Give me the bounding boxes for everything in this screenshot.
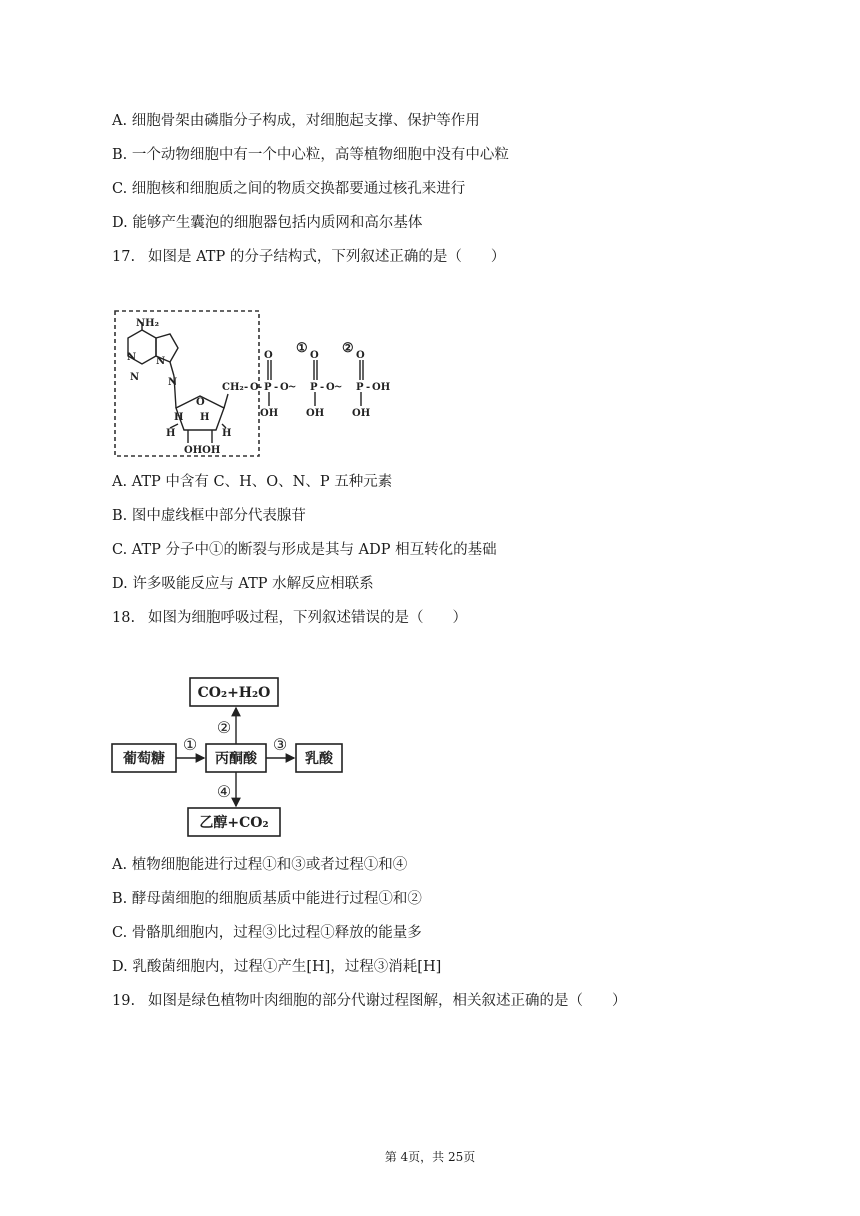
p-gamma-oh-bottom: OH [352, 408, 371, 419]
h-label-4: H [222, 428, 232, 439]
label-lactic-acid: 乳酸 [305, 751, 333, 767]
ch2-label: CH₂ [222, 382, 244, 393]
p-gamma: P [356, 382, 364, 393]
label-pyruvate: 丙酮酸 [215, 751, 257, 767]
q16-option-d: D. 能够产生囊泡的细胞器包括内质网和高尔基体 [112, 215, 423, 231]
step-1-label: ① [182, 735, 198, 754]
h-label-3: H [166, 428, 176, 439]
p-alpha: P [264, 382, 272, 393]
q17-option-a: A. ATP 中含有 C、H、O、N、P 五种元素 [112, 474, 393, 490]
q18-option-a: A. 植物细胞能进行过程①和③或者过程①和④ [112, 857, 408, 873]
ohoh-label: OHOH [184, 445, 221, 456]
n-label-3: N [156, 356, 166, 367]
dash-1: - [244, 382, 249, 393]
q17-number: 17. [112, 249, 136, 265]
nh2-label: NH₂ [136, 318, 159, 329]
q17-stem-text: 如图是 ATP 的分子结构式，下列叙述正确的是（ ） [148, 249, 506, 265]
atp-structure-figure [112, 308, 397, 460]
tilde-2: ~ [334, 382, 343, 393]
q17-option-c: C. ATP 分子中①的断裂与形成是其与 ADP 相互转化的基础 [112, 542, 497, 558]
q18-option-d: D. 乳酸菌细胞内，过程①产生[H]，过程③消耗[H] [112, 959, 442, 975]
n-label-2: N [130, 372, 140, 383]
q17-stem [112, 247, 505, 267]
bond-label-1: ① [296, 341, 308, 356]
q18-number: 18. [112, 610, 136, 626]
q18-option-c: C. 骨骼肌细胞内，过程③比过程①释放的能量多 [112, 925, 422, 941]
tilde-1: ~ [288, 382, 297, 393]
label-glucose: 葡萄糖 [123, 751, 165, 767]
h-label-1: H [174, 412, 184, 423]
step-2-label: ② [216, 718, 232, 737]
q19-number: 19. [112, 993, 136, 1009]
adenine-six-ring [128, 330, 156, 364]
p-beta-oh: OH [306, 408, 325, 419]
n-label-1: N [127, 352, 137, 363]
ring-o-label: O [196, 397, 205, 408]
dash-2: - [258, 382, 263, 393]
p-alpha-oh: OH [260, 408, 279, 419]
dash-4: - [320, 382, 325, 393]
o-link-1: O [250, 382, 259, 393]
q19-stem [112, 991, 627, 1011]
q18-stem [112, 608, 467, 628]
o-link-2: O [280, 382, 289, 393]
p-beta-o-top: O [310, 350, 319, 361]
p-gamma-oh-right: OH [372, 382, 391, 393]
q16-option-c: C. 细胞核和细胞质之间的物质交换都要通过核孔来进行 [112, 181, 466, 197]
q17-option-b: B. 图中虚线框中部分代表腺苷 [112, 508, 306, 524]
step-3-label: ③ [272, 735, 288, 754]
bond-label-2: ② [342, 341, 354, 356]
dash-3: - [274, 382, 279, 393]
p-gamma-o-top: O [356, 350, 365, 361]
n-label-4: N [168, 377, 178, 388]
dash-5: - [366, 382, 371, 393]
q18-option-b: B. 酵母菌细胞的细胞质基质中能进行过程①和② [112, 891, 422, 907]
step-4-label: ④ [216, 782, 232, 801]
q16-option-b: B. 一个动物细胞中有一个中心粒，高等植物细胞中没有中心粒 [112, 147, 509, 163]
respiration-diagram [108, 676, 348, 840]
adenine-five-ring [156, 334, 178, 362]
label-co2-h2o: CO₂+H₂O [197, 685, 271, 701]
h-label-2: H [200, 412, 210, 423]
p-beta: P [310, 382, 318, 393]
q16-option-a: A. 细胞骨架由磷脂分子构成，对细胞起支撑、保护等作用 [112, 113, 480, 129]
q17-option-d: D. 许多吸能反应与 ATP 水解反应相联系 [112, 576, 374, 592]
o-link-3: O [326, 382, 335, 393]
p-alpha-o-top: O [264, 350, 273, 361]
page-footer: 第 4页，共 25页 [384, 1150, 476, 1164]
q18-stem-text: 如图为细胞呼吸过程，下列叙述错误的是（ ） [148, 610, 467, 626]
label-ethanol-co2: 乙醇+CO₂ [199, 815, 269, 831]
q19-stem-text: 如图是绿色植物叶肉细胞的部分代谢过程图解，相关叙述正确的是（ ） [148, 993, 627, 1009]
